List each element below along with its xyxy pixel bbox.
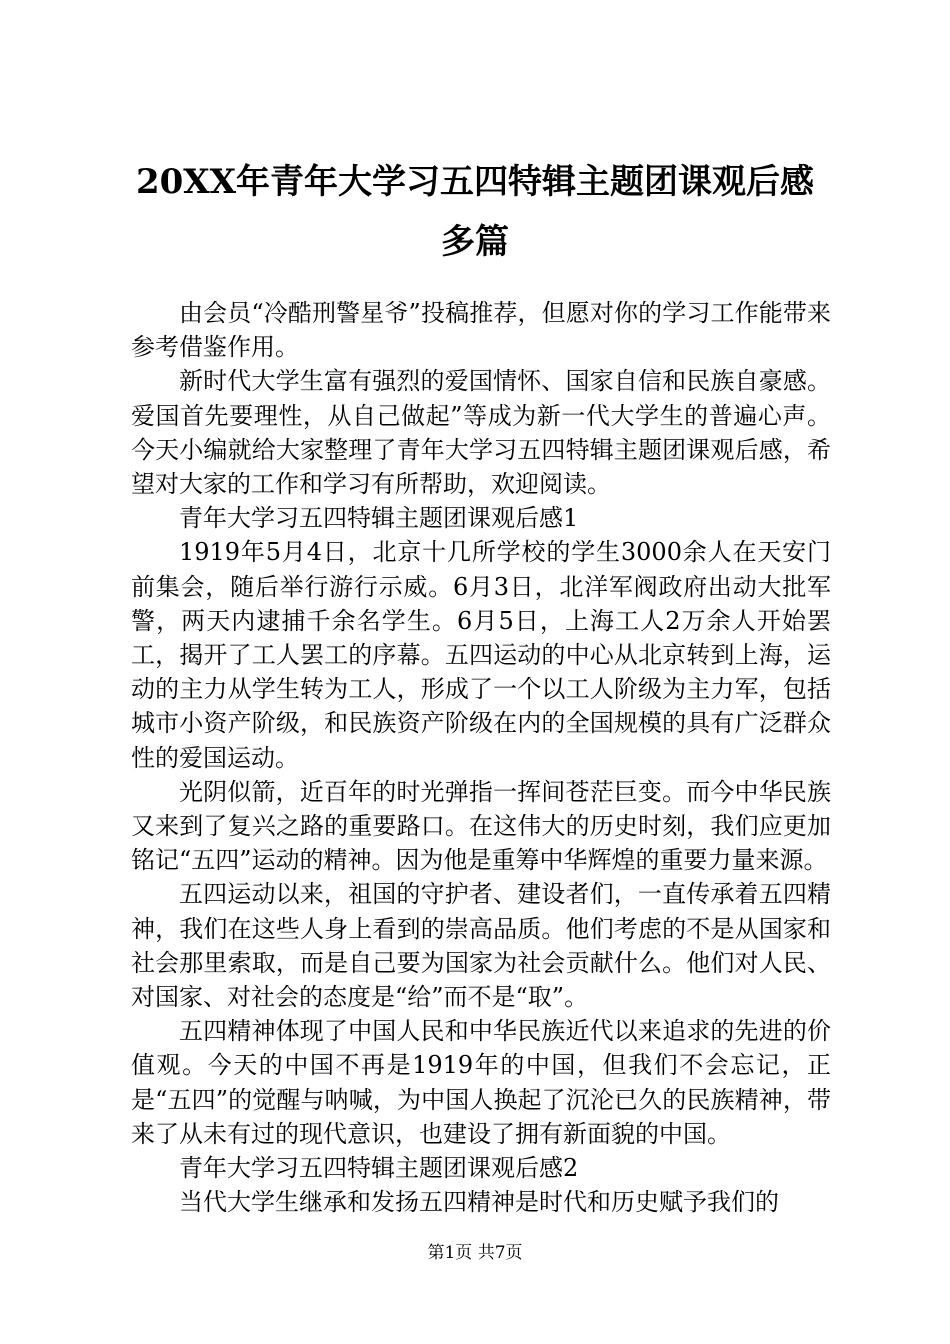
section-heading-2: 青年大学习五四特辑主题团课观后感2 (179, 1154, 579, 1183)
paragraph-intro: 新时代大学生富有强烈的爱国情怀、国家自信和民族自豪感。爱国首先要理性，从自己做起”等成为新一代大学生的普遍心声。今天小编就给大家整理了青年大学习五四特辑主题团课观后感，希望对大家的工作和学习有所帮助，欢迎阅读。 (131, 367, 831, 499)
document-body (131, 296, 831, 1219)
paragraph-students: 当代大学生继承和发扬五四精神是时代和历史赋予我们的 (179, 1188, 779, 1217)
paragraph-history: 1919年5月4日，北京十几所学校的学生3000余人在天安门前集会，随后举行游行示威。6月3日，北洋军阀政府出动大批军警，两天内逮捕千余名学生。6月5日，上海工人2万余人开始罢工，揭开了工人罢工的序幕。五四运动的中心从北京转到上海，运动的主力从学生转为工人，形成了一个以工人阶级为主力军，包括城市小资产阶级，和民族资产阶级在内的全国规模的具有广泛群众性的爱国运动。 (131, 538, 831, 772)
section-heading-1: 青年大学习五四特辑主题团课观后感1 (179, 504, 579, 533)
paragraph-source-note: 由会员“冷酷刑警星爷”投稿推荐，但愿对你的学习工作能带来参考借鉴作用。 (131, 299, 831, 362)
document-title-continuation: 多篇 (441, 222, 509, 262)
document-title: 20XX年青年大学习五四特辑主题团课观后感 (135, 162, 815, 202)
paragraph-guardians: 五四运动以来，祖国的守护者、建设者们，一直传承着五四精神，我们在这些人身上看到的崇高品质。他们考虑的不是从国家和社会那里索取，而是自己要为国家为社会贡献什么。他们对人民、对国家、对社会的态度是“给”而不是“取”。 (131, 880, 831, 1012)
paragraph-spirit: 五四精神体现了中国人民和中华民族近代以来追求的先进的价值观。今天的中国不再是1919年的中国，但我们不会忘记，正是“五四”的觉醒与呐喊，为中国人换起了沉沦已久的民族精神，带来了从未有过的现代意识，也建设了拥有新面貌的中国。 (131, 1017, 831, 1148)
paragraph-time: 光阴似箭，近百年的时光弹指一挥间苍茫巨变。而今中华民族又来到了复兴之路的重要路口。在这伟大的历史时刻，我们应更加铭记“五四”运动的精神。因为他是重筹中华辉煌的重要力量来源。 (131, 777, 831, 875)
page-number-footer: 第1页 共7页 (427, 1243, 523, 1263)
